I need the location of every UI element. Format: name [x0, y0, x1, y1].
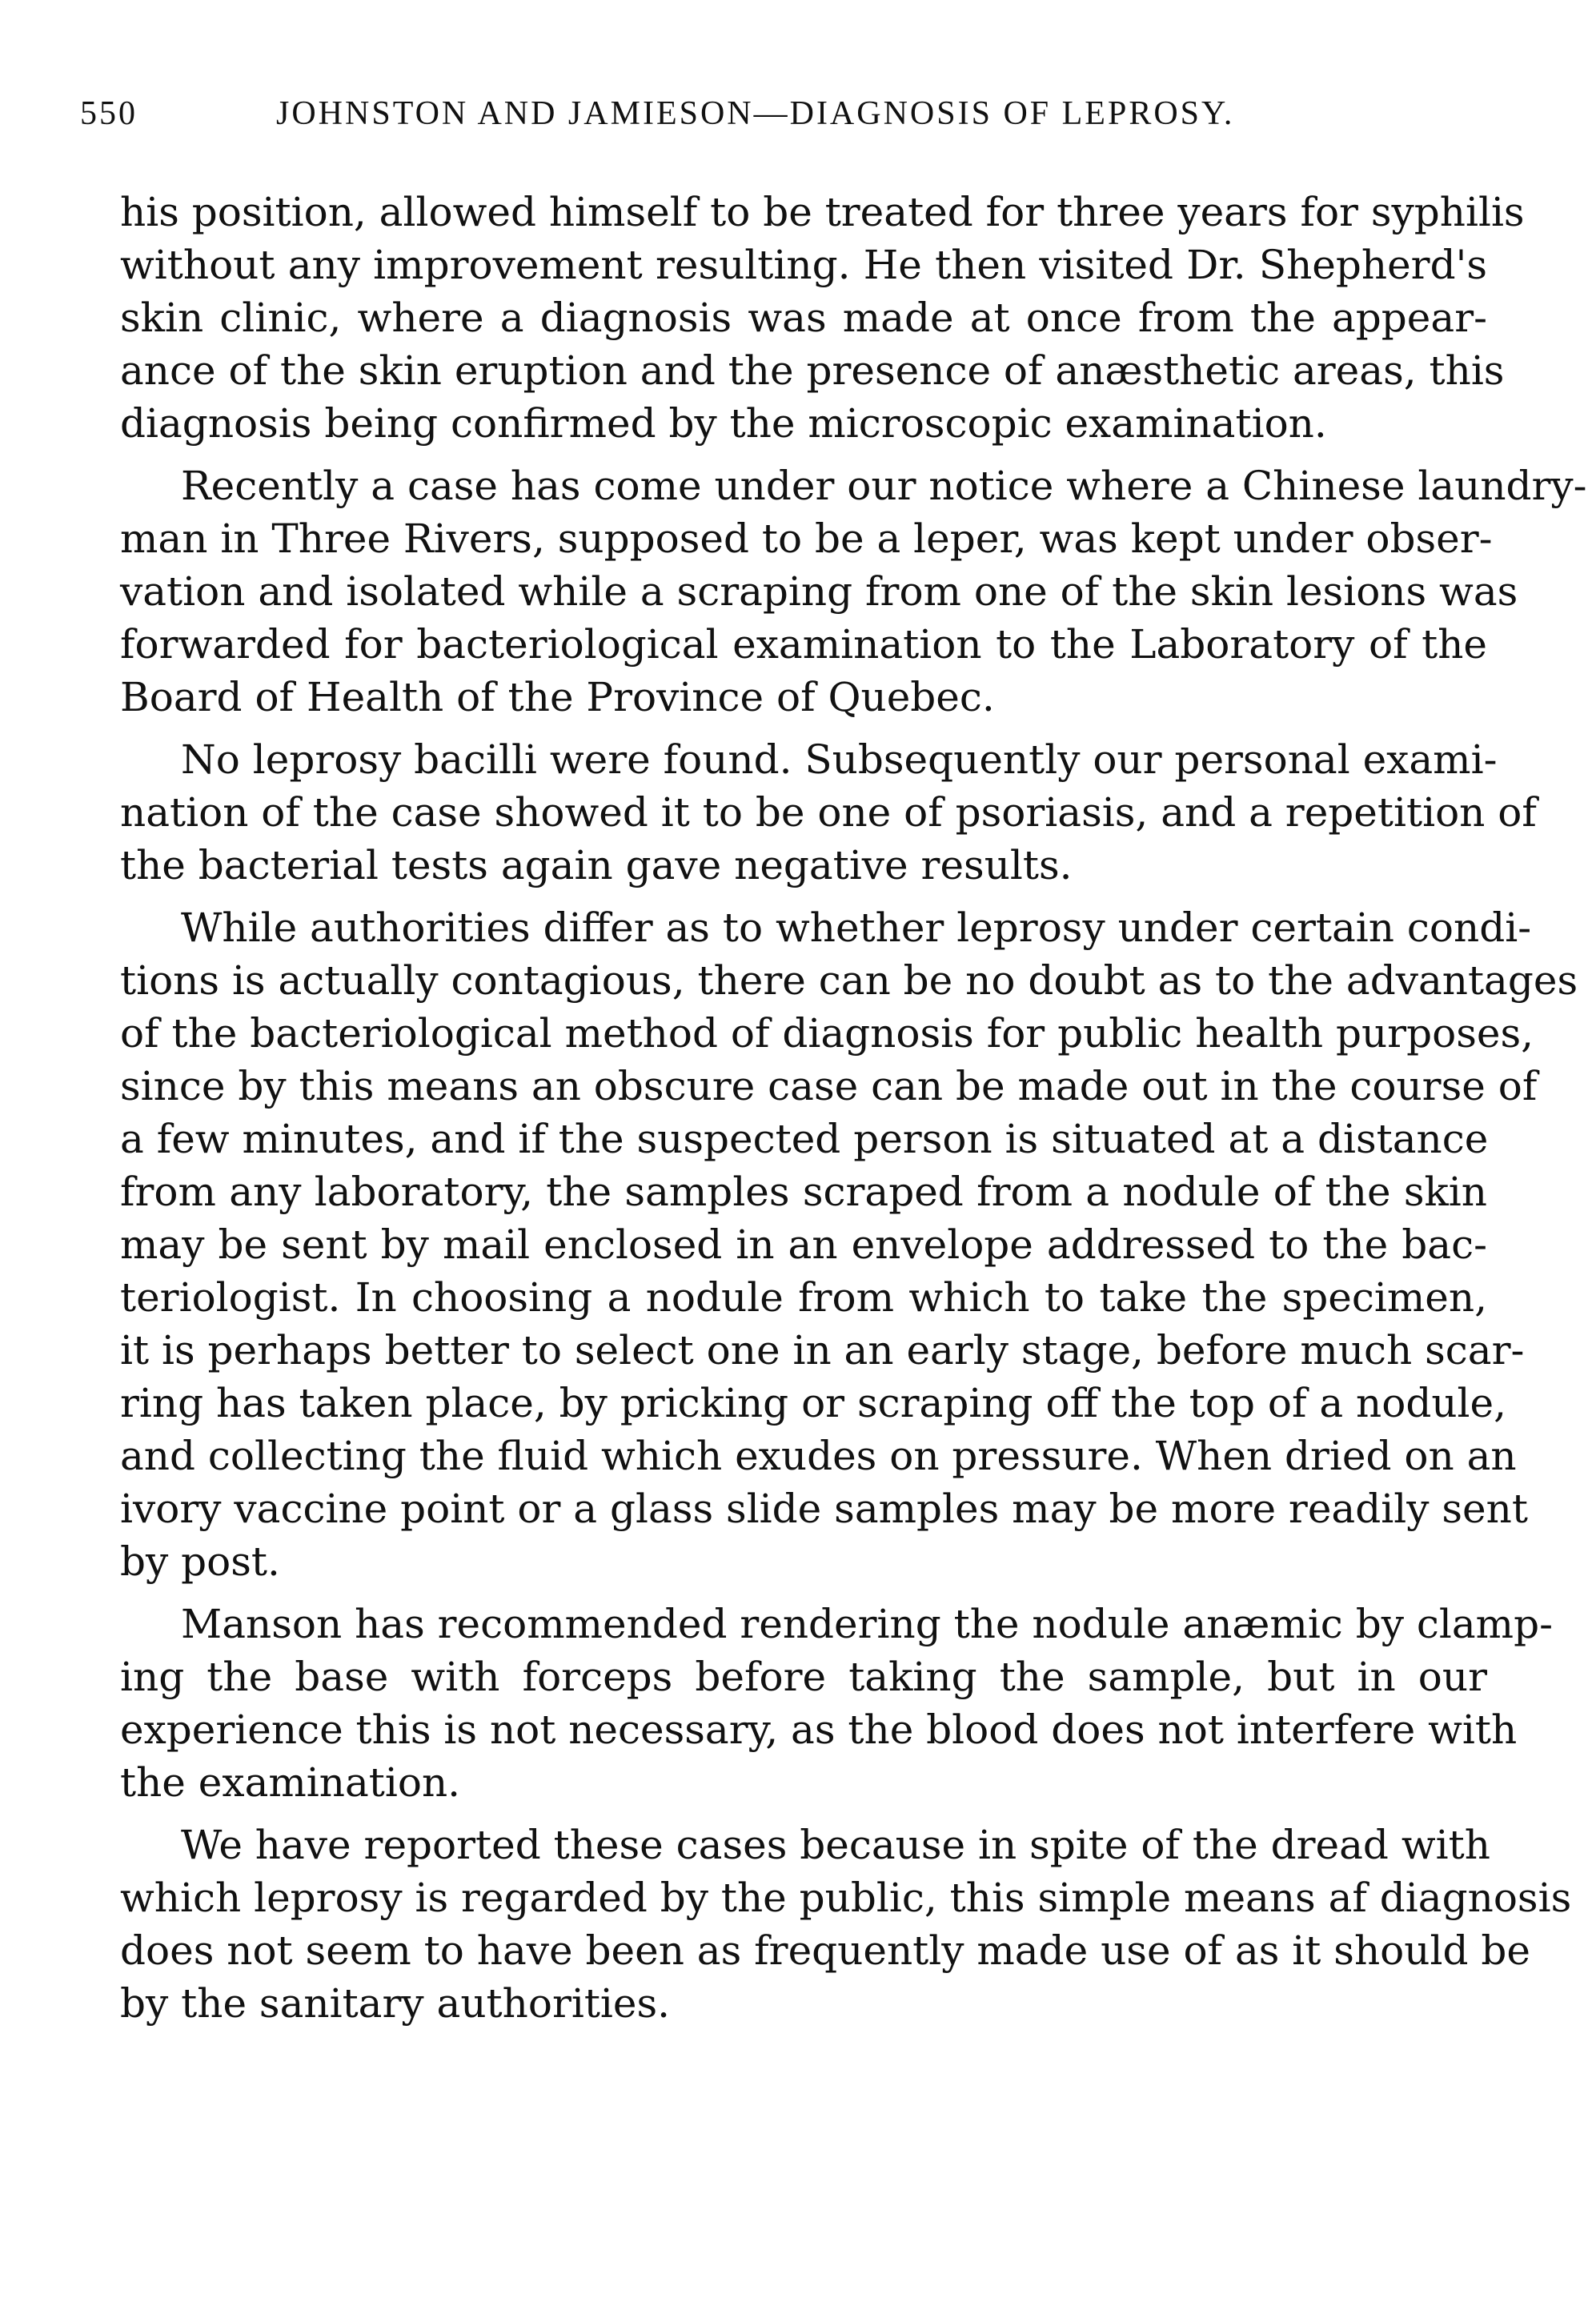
- paragraph: [120, 1598, 1553, 1809]
- text-line: nation of the case showed it to be one of psoriasis, and a repetition of: [120, 789, 1537, 836]
- text-line: the examination.: [120, 1759, 461, 1806]
- text-line: man in Three Rivers, supposed to be a leper, was kept under obser-: [120, 515, 1493, 562]
- text-line: the bacterial tests again gave negative results.: [120, 842, 1073, 888]
- text-line: by the sanitary authorities.: [120, 1980, 671, 2027]
- text-line: may be sent by mail enclosed in an envelope addressed to the bac-: [120, 1221, 1487, 1268]
- text-line: ance of the skin eruption and the presence of anæsthetic areas, this: [120, 347, 1505, 394]
- paragraph: [120, 186, 1525, 450]
- paragraph: [120, 733, 1537, 892]
- text-line: since by this means an obscure case can be made out in the course of: [120, 1063, 1538, 1109]
- text-line: We have reported these cases because in spite of the dread with: [181, 1822, 1490, 1868]
- text-line: While authorities differ as to whether leprosy under certain condi-: [181, 904, 1532, 951]
- text-line: skin clinic, where a diagnosis was made at once from the appear-: [120, 295, 1487, 341]
- text-line: Manson has recommended rendering the nodule anæmic by clamp-: [181, 1601, 1553, 1647]
- paragraph: [120, 901, 1578, 1588]
- text-line: ivory vaccine point or a glass slide samples may be more readily sent: [120, 1486, 1528, 1532]
- text-line: without any improvement resulting. He then visited Dr. Shepherd's: [120, 242, 1487, 288]
- text-line: his position, allowed himself to be treated for three years for syphilis: [120, 189, 1525, 235]
- text-line: ring has taken place, by pricking or scraping off the top of a nodule,: [120, 1380, 1507, 1426]
- running-head-title: JOHNSTON AND JAMIESON—DIAGNOSIS OF LEPROSY.: [276, 95, 1235, 132]
- running-head: [80, 80, 1345, 144]
- text-line: it is perhaps better to select one in an early stage, before much scar-: [120, 1327, 1525, 1374]
- text-line: forwarded for bacteriological examination to the Laboratory of the: [120, 621, 1487, 668]
- text-line: of the bacteriological method of diagnosis for public health purposes,: [120, 1010, 1534, 1057]
- body-text: [120, 186, 1587, 2030]
- text-line: does not seem to have been as frequently made use of as it should be: [120, 1927, 1530, 1974]
- text-line: experience this is not necessary, as the blood does not interfere with: [120, 1706, 1518, 1753]
- text-line: by post.: [120, 1538, 280, 1585]
- text-line: diagnosis being confirmed by the microscopic examination.: [120, 400, 1327, 447]
- text-line: which leprosy is regarded by the public, this simple means af diagnosis: [120, 1875, 1572, 1921]
- text-line: a few minutes, and if the suspected person is situated at a distance: [120, 1116, 1489, 1162]
- text-line: Board of Health of the Province of Quebec.: [120, 674, 995, 720]
- text-line: ing the base with forceps before taking the sample, but in our: [120, 1654, 1487, 1700]
- text-line: vation and isolated while a scraping from one of the skin lesions was: [120, 568, 1518, 615]
- paragraph: [120, 459, 1587, 724]
- text-line: teriologist. In choosing a nodule from which to take the specimen,: [120, 1274, 1487, 1321]
- text-line: tions is actually contagious, there can be no doubt as to the advantages: [120, 957, 1578, 1004]
- text-line: from any laboratory, the samples scraped from a nodule of the skin: [120, 1169, 1487, 1215]
- text-line: and collecting the fluid which exudes on pressure. When dried on an: [120, 1433, 1517, 1479]
- page-number: 550: [80, 95, 138, 132]
- text-line: Recently a case has come under our notice where a Chinese laundry-: [181, 463, 1587, 509]
- paragraph: [120, 1819, 1572, 2030]
- text-line: No leprosy bacilli were found. Subsequently our personal exami-: [181, 736, 1498, 783]
